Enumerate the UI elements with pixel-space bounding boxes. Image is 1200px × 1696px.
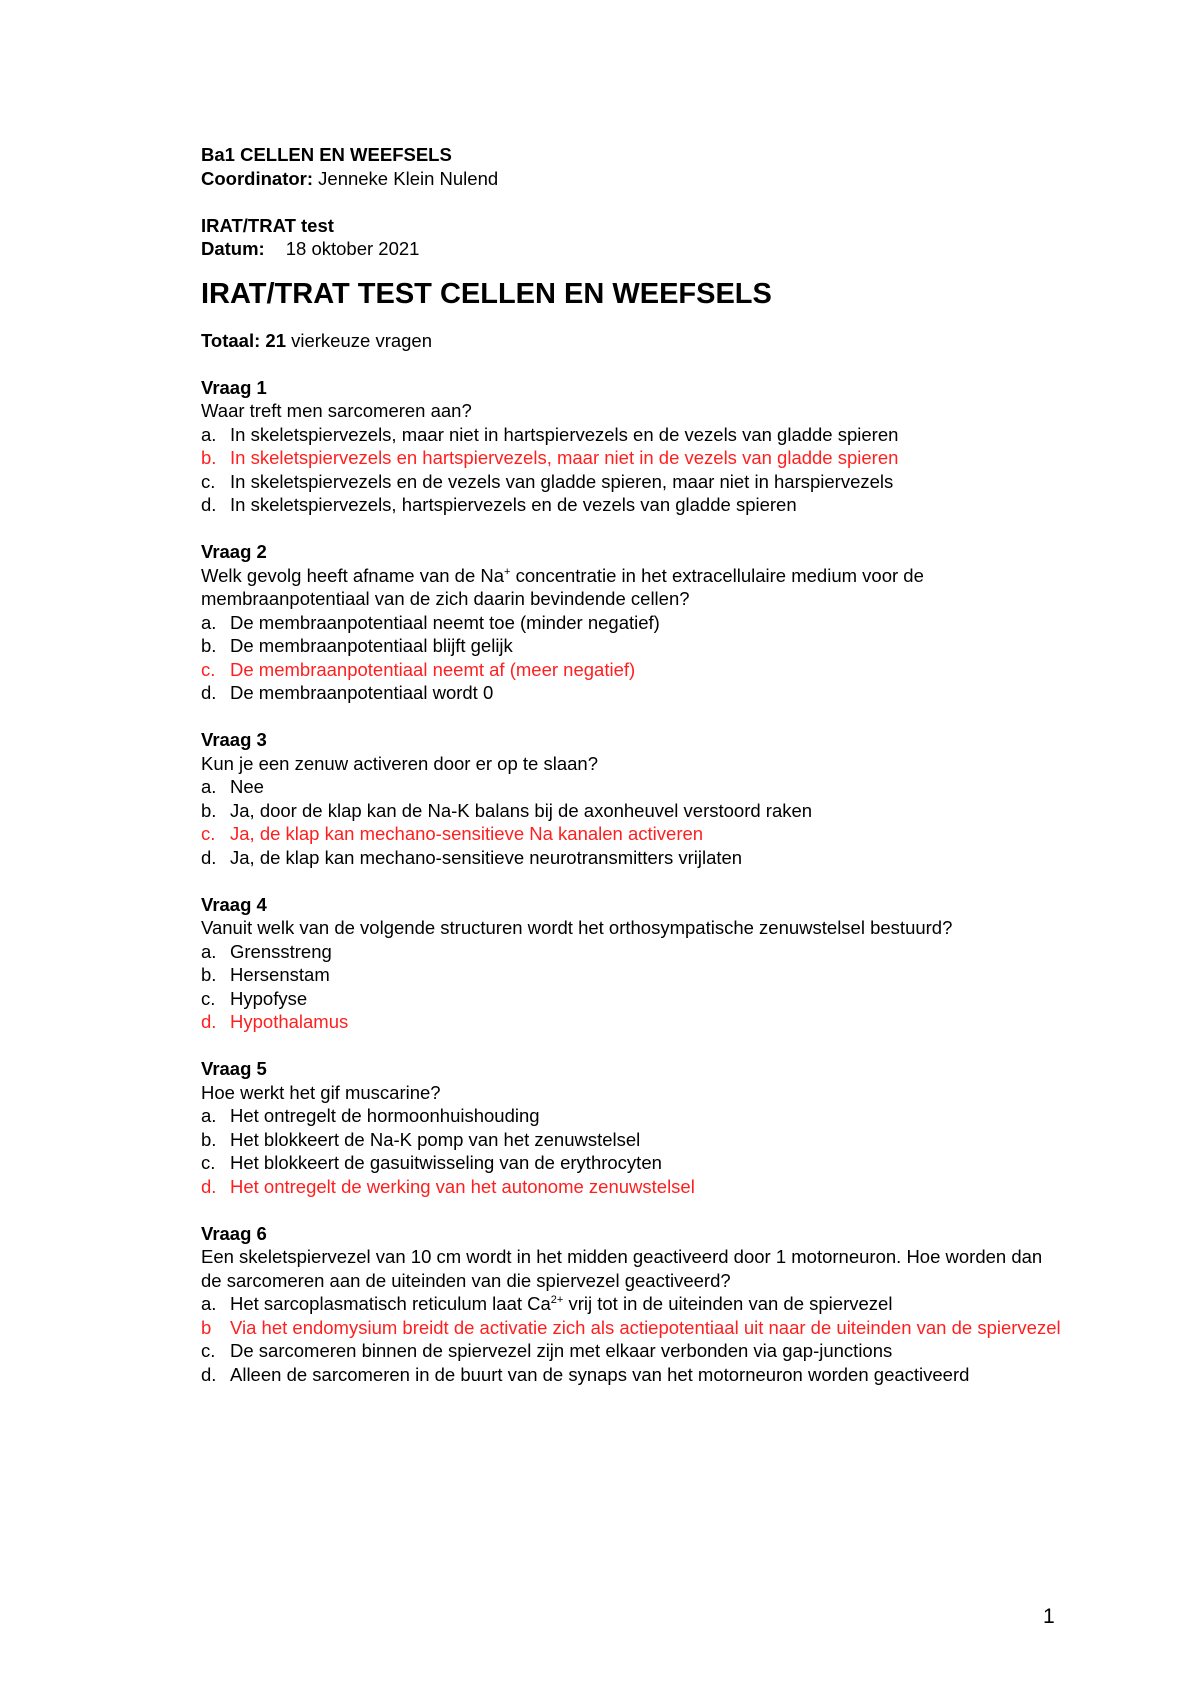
option-letter: a. (201, 1105, 217, 1126)
option-text-main: De membraanpotentiaal blijft gelijk (230, 635, 513, 656)
answer-option (201, 1128, 1061, 1152)
option-text (230, 799, 1061, 823)
question-text-superscript: + (504, 565, 511, 578)
option-letter: c. (201, 470, 216, 492)
option-text-main: In skeletspiervezels, hartspiervezels en de vezels van gladde spieren (230, 494, 797, 515)
answer-option-correct (201, 446, 1061, 470)
option-text (230, 1292, 1061, 1316)
option-text (230, 423, 1061, 447)
option-text (230, 963, 1061, 987)
question-title: Vraag 4 (201, 893, 267, 915)
option-letter: d. (201, 494, 217, 515)
option-letter: a. (201, 940, 217, 962)
option-text-main: In skeletspiervezels en de vezels van gladde spieren, maar niet in harspiervezels (230, 470, 894, 492)
option-text-main: Het blokkeert de gasuitwisseling van de erythrocyten (230, 1152, 662, 1173)
answer-option (201, 987, 1061, 1011)
option-text (230, 634, 1061, 658)
option-text-main: De membraanpotentiaal neemt af (meer negatief) (230, 658, 636, 680)
option-text (230, 775, 1061, 799)
question-text (201, 916, 1061, 940)
answer-option (201, 799, 1061, 823)
option-text-rest: vrij tot in de uiteinden van de spiervezel (563, 1293, 893, 1314)
option-letter: c. (201, 987, 216, 1009)
answer-option (201, 1363, 1061, 1387)
option-letter: c. (201, 823, 216, 844)
answer-option (201, 846, 1061, 870)
question-2 (201, 540, 1061, 705)
option-text (230, 1339, 1061, 1363)
question-text-main: Hoe werkt het gif muscarine? (201, 1081, 441, 1103)
option-text-main: De sarcomeren binnen de spiervezel zijn met elkaar verbonden via gap-junctions (230, 1340, 893, 1361)
option-text (230, 1363, 1061, 1387)
answer-option (201, 775, 1061, 799)
question-text (201, 1245, 1061, 1292)
option-text-superscript: 2+ (550, 1294, 564, 1306)
option-letter: c. (201, 1152, 216, 1173)
question-list (201, 376, 1061, 1387)
answer-option-correct (201, 1175, 1061, 1199)
answer-option (201, 1292, 1061, 1316)
answer-option-correct (201, 658, 1061, 682)
option-text-main: Ja, de klap kan mechano-sensitieve neurotransmitters vrijlaten (230, 846, 743, 868)
option-letter: a. (201, 1293, 217, 1314)
option-letter: b. (201, 799, 217, 821)
question-6 (201, 1222, 1061, 1387)
option-text-main: Het ontregelt de werking van het autonome zenuwstelsel (230, 1175, 695, 1197)
page-number: 1 (1043, 1605, 1055, 1628)
option-text (230, 1316, 1061, 1340)
answer-option (201, 681, 1061, 705)
answer-option (201, 634, 1061, 658)
option-text (230, 1151, 1061, 1175)
option-letter: d. (201, 1175, 217, 1197)
option-text-main: Het blokkeert de Na-K pomp van het zenuwstelsel (230, 1128, 641, 1150)
answer-option (201, 611, 1061, 635)
question-text (201, 1081, 1061, 1105)
question-text (201, 399, 1061, 423)
answer-option (201, 1104, 1061, 1128)
option-text-main: Grensstreng (230, 940, 332, 962)
option-text-main: Ja, de klap kan mechano-sensitieve Na kanalen activeren (230, 823, 704, 844)
page-title: IRAT/TRAT TEST CELLEN EN WEEFSELS (201, 277, 772, 310)
question-title: Vraag 5 (201, 1058, 267, 1079)
option-text-main: In skeletspiervezels en hartspiervezels, maar niet in de vezels van gladde spieren (230, 447, 899, 468)
option-text (230, 1010, 1061, 1034)
option-letter: b (201, 1316, 212, 1338)
option-letter: d. (201, 1363, 217, 1385)
option-letter: a. (201, 423, 217, 445)
option-text (230, 446, 1061, 470)
question-title: Vraag 1 (201, 376, 267, 398)
answer-option (201, 940, 1061, 964)
option-letter: d. (201, 682, 217, 703)
option-text-main: De membraanpotentiaal wordt 0 (230, 682, 494, 703)
option-text-main: Via het endomysium breidt de activatie zich als actiepotentiaal uit naar de uiteinden van de spiervezel (230, 1316, 1061, 1338)
answer-option (201, 423, 1061, 447)
course-title: Ba1 CELLEN EN WEEFSELS (201, 144, 452, 165)
question-title: Vraag 6 (201, 1222, 267, 1244)
option-letter: c. (201, 1340, 216, 1361)
option-text-main: In skeletspiervezels, maar niet in hartspiervezels en de vezels van gladde spieren (230, 423, 899, 445)
question-5 (201, 1057, 1061, 1198)
question-4 (201, 893, 1061, 1034)
question-title: Vraag 3 (201, 729, 267, 750)
option-text-main: Hypofyse (230, 987, 308, 1009)
coordinator-name: Jenneke Klein Nulend (313, 167, 499, 189)
option-text (230, 611, 1061, 635)
question-text-main: Een skeletspiervezel van 10 cm wordt in het midden geactiveerd door 1 motorneuron. Hoe worden dan de sarcomeren aan de uiteinden van die spiervezel geactiveerd? (201, 1246, 1043, 1291)
totaal-text: vierkeuze vragen (285, 329, 433, 351)
question-title: Vraag 2 (201, 541, 267, 562)
option-text (230, 846, 1061, 870)
question-text-main: Vanuit welk van de volgende structuren wordt het orthosympatische zenuwstelsel bestuurd? (201, 917, 953, 938)
option-letter: b. (201, 635, 217, 656)
coordinator-label: Coordinator: (201, 167, 314, 189)
option-text (230, 1104, 1061, 1128)
option-letter: b. (201, 447, 217, 468)
question-text-main: Kun je een zenuw activeren door er op te slaan? (201, 752, 598, 774)
datum-label: Datum: (201, 238, 265, 259)
question-text-main: Waar treft men sarcomeren aan? (201, 400, 472, 421)
option-text-main: Het ontregelt de hormoonhuishouding (230, 1105, 540, 1126)
question-text-rest: concentratie in het extracellulaire medium voor de membraanpotentiaal van de zich daarin bevindende cellen? (201, 564, 924, 609)
option-letter: b. (201, 1128, 217, 1150)
document-content (201, 143, 1061, 1410)
totaal-label: Totaal: 21 (201, 329, 286, 351)
option-letter: d. (201, 1011, 217, 1032)
option-text (230, 1175, 1061, 1199)
option-letter: b. (201, 964, 217, 985)
option-text-main: De membraanpotentiaal neemt toe (minder negatief) (230, 611, 660, 633)
option-text-main: Alleen de sarcomeren in de buurt van de synaps van het motorneuron worden geactiveerd (230, 1363, 970, 1385)
option-text (230, 987, 1061, 1011)
answer-option-correct (201, 1010, 1061, 1034)
option-text-main: Nee (230, 776, 264, 797)
answer-option (201, 1339, 1061, 1363)
datum-line (201, 237, 1061, 261)
question-text (201, 752, 1061, 776)
answer-option (201, 1151, 1061, 1175)
answer-option-correct (201, 1316, 1061, 1340)
question-3 (201, 728, 1061, 869)
answer-option (201, 493, 1061, 517)
option-text (230, 470, 1061, 494)
option-text (230, 1128, 1061, 1152)
option-letter: a. (201, 776, 217, 797)
option-text-main: Het sarcoplasmatisch reticulum laat Ca (230, 1293, 551, 1314)
option-text (230, 658, 1061, 682)
option-text (230, 681, 1061, 705)
datum-value: 18 oktober 2021 (285, 238, 420, 259)
option-text (230, 822, 1061, 846)
option-text (230, 940, 1061, 964)
answer-option (201, 963, 1061, 987)
test-label: IRAT/TRAT test (201, 214, 334, 236)
option-letter: a. (201, 611, 217, 633)
option-text-main: Hersenstam (230, 964, 330, 985)
option-letter: c. (201, 658, 216, 680)
option-letter: d. (201, 846, 217, 868)
answer-option-correct (201, 822, 1061, 846)
totaal-line (201, 329, 1061, 353)
question-text-main: Welk gevolg heeft afname van de Na (201, 564, 505, 586)
option-text (230, 493, 1061, 517)
coordinator-line (201, 167, 1061, 191)
option-text-main: Hypothalamus (230, 1011, 349, 1032)
question-text (201, 564, 1061, 611)
option-text-main: Ja, door de klap kan de Na-K balans bij de axonheuvel verstoord raken (230, 799, 813, 821)
answer-option (201, 470, 1061, 494)
question-1 (201, 376, 1061, 517)
